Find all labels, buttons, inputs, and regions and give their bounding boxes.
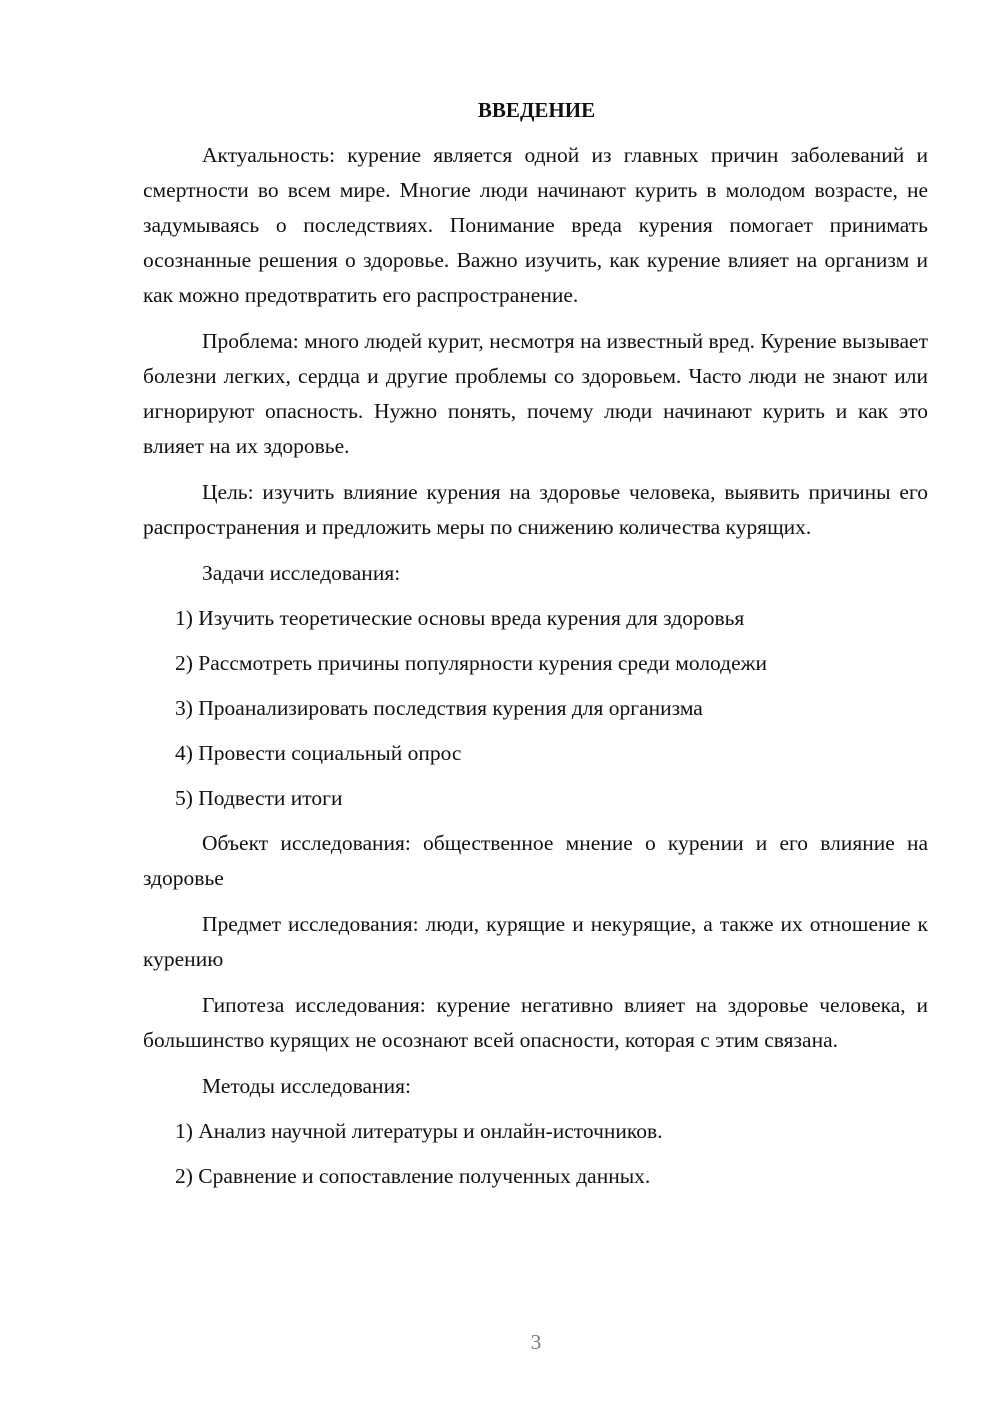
task-item: 5) Подвести итоги	[175, 786, 343, 810]
methods-heading: Методы исследования:	[202, 1074, 411, 1098]
page-title: ВВЕДЕНИЕ	[477, 98, 596, 122]
object-paragraph: Объект исследования: общественное мнение о курении и его влияние на здоровье	[143, 831, 928, 890]
subject-paragraph: Предмет исследования: люди, курящие и некурящие, а также их отношение к курению	[143, 912, 928, 971]
task-item: 2) Рассмотреть причины популярности курения среди молодежи	[175, 651, 768, 675]
hypothesis-paragraph: Гипотеза исследования: курение негативно влияет на здоровье человека, и большинство курящих не осознают всей опасности, которая с этим связана.	[143, 993, 928, 1052]
task-item: 4) Провести социальный опрос	[175, 741, 462, 765]
task-item: 1) Изучить теоретические основы вреда курения для здоровья	[175, 606, 745, 630]
tasks-list	[143, 601, 928, 816]
page-number: 3	[530, 1330, 542, 1354]
problem-paragraph: Проблема: много людей курит, несмотря на известный вред. Курение вызывает болезни легких, сердца и другие проблемы со здоровьем. Часто люди не знают или игнорируют опасность. Нужно понять, почему люди начинают курить и как это влияет на их здоровье.	[143, 329, 928, 458]
page-content	[143, 94, 928, 1204]
method-item: 2) Сравнение и сопоставление полученных данных.	[175, 1164, 651, 1188]
tasks-heading: Задачи исследования:	[202, 561, 401, 585]
methods-list	[143, 1114, 928, 1194]
relevance-paragraph: Актуальность: курение является одной из главных причин заболеваний и смертности во всем мире. Многие люди начинают курить в молодом возрасте, не задумываясь о последствиях. Понимание вреда курения помогает принимать осознанные решения о здоровье. Важно изучить, как курение влияет на организм и как можно предотвратить его распространение.	[143, 143, 928, 307]
goal-paragraph: Цель: изучить влияние курения на здоровье человека, выявить причины его распространения и предложить меры по снижению количества курящих.	[143, 480, 928, 539]
method-item: 1) Анализ научной литературы и онлайн-источников.	[175, 1119, 663, 1143]
task-item: 3) Проанализировать последствия курения для организма	[175, 696, 703, 720]
